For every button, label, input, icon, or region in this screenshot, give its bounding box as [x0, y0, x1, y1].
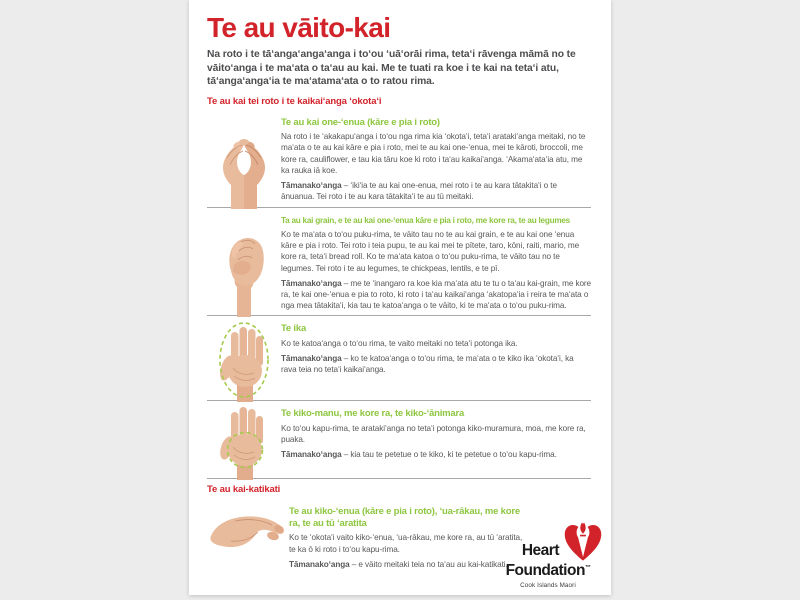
section-body: Ko to‘ou kapu-rima, te arataki‘anga no teta‘i potonga kiko-muramura, moa, me kore ra, puaka. [281, 423, 586, 445]
tip-text: – me te ‘inangaro ra koe kia ma‘ata atu te tu o ta‘au kai-grain, me kore ra, te kai one-‘enua e pia to roto, ki roto i ta‘au kaikai‘anga ‘akatopa‘ia i reira te ma‘ata o nga mea tātakita‘i, kia tau te katoa‘anga o te vāito, ki te ma‘ata o to‘ou puku-rima. [281, 278, 591, 311]
section-tip [281, 449, 591, 460]
hand-illustration-2 [207, 211, 281, 316]
section-tip [281, 353, 591, 375]
section-body: Ko te katoa‘anga o to‘ou rima, te vaito meitaki no teta‘i potonga ika. [281, 338, 518, 348]
tip-label: Tāmanako‘anga [281, 278, 342, 288]
section-root-vegetables [207, 110, 591, 207]
logo-row [492, 521, 604, 562]
group-heading-single-meal: Te au kai tei roto i te kaikai‘anga ‘okota‘i [207, 95, 382, 107]
tip-text: – kia tau te petetue o te kiko, ki te petetue o to‘ou kapu-rima. [343, 450, 557, 460]
section-body: Na roto i te ‘akakapu‘anga i to‘ou nga rima kia ‘okota‘i, teta‘i arataki‘anga meitaki, no te ma‘ata o te au kai kāre e pia i roto, mei te au kai one-‘enua, mei te kāroti, broccoli, me kore ra, cauliflower, e tau kia tāru koe ki roto i ta‘au kaikai‘anga. ‘Akama‘ata‘ia atu, me ka rauka iā koe. [281, 132, 586, 175]
cupped-hands-icon [214, 127, 274, 209]
heart-icon [562, 521, 604, 562]
fist-icon [219, 227, 269, 317]
section-tip [281, 278, 591, 312]
group-heading-snacks: Te au kai-katikati [207, 484, 281, 496]
section-heading: Te kiko-manu, me kore ra, te kiko-‘ānimara [281, 408, 465, 420]
open-hand-circle-icon [215, 404, 273, 480]
trademark-symbol: ™ [584, 564, 591, 571]
intro-text: Na roto i te tā‘anga‘anga‘anga i to‘ou ‘uā‘orāi rima, teta‘i rāvenga māmā no te vāito‘anga i te ma‘ata o ta‘au au kai. Me te tuati ra koe i te kai na teta‘i atu, tā‘anga‘anga‘ia te ma‘atama‘ata o to ratou rima. [207, 49, 576, 88]
section-heading: Ta au kai grain, e te au kai one-‘enua kāre e pia i roto, me kore ra, te au legumes [281, 215, 570, 225]
tip-label: Tāmanako‘anga [281, 450, 342, 460]
heart-foundation-logo [492, 521, 604, 589]
section-heading: Te au kiko-‘enua (kāre e pia i roto), ‘ua-rākau, me kore ra, te au tū ‘aratita [289, 506, 520, 529]
tip-text: – ko te katoa‘anga o to‘ou rima, te ma‘ata o te kiko ika ‘okota‘i, ka rava teia no teta‘i kaikai‘anga. [281, 354, 574, 375]
cupped-hand-side-icon [207, 510, 289, 556]
section-grains-legumes [207, 208, 591, 316]
logo-subtitle: Cook Islands Maori [520, 582, 576, 589]
section-meat [207, 401, 591, 478]
tip-text: – e vāito meitaki teia no ta‘au au kai-katikati. [351, 559, 508, 569]
hand-illustration-4 [207, 404, 281, 478]
hand-illustration-5 [207, 502, 289, 595]
tip-label: Tāmanako‘anga [289, 559, 350, 569]
hand-illustration-1 [207, 113, 281, 207]
logo-text-foundation: Foundation [505, 562, 585, 579]
page-title: Te au vāito-kai [207, 12, 391, 43]
section-body: Ko te ‘okota‘i vaito kiko-‘enua, ‘ua-rākau, me kore ra, au tū ‘aratita, te ka ō ki roto i to‘ou kapu-rima. [289, 533, 523, 554]
tip-label: Tāmanako‘anga [281, 181, 342, 191]
section-fish [207, 316, 591, 400]
section-heading: Te ika [281, 323, 307, 335]
logo-text-foundation-line [506, 561, 591, 578]
section-body: Ko te ma‘ata o to‘ou puku-rima, te vāito tau no te au kai grain, e te au kai one ‘enua kāre e pia i roto. Tei roto i teia pupu, te au kai mei te pītete, taro, kōni, raiti, mario, me kore ra, teta‘i bread roll. Ko te ma‘ata katoa o to‘ou puku-rima, te vāito tau no te legumes. Tei roto i te au legumes, te chickpeas, lentils, e te pī. [281, 230, 580, 273]
document-page [189, 0, 611, 595]
tip-label: Tāmanako‘anga [281, 354, 342, 364]
section-tip [281, 180, 591, 202]
open-hand-ellipse-icon [215, 320, 273, 402]
hand-illustration-3 [207, 319, 281, 400]
tip-text: – ‘iki‘ia te au kai one-enua, mei roto i te au kara tātakita‘i o te ānuanua. Tei roto i te au kara tātakita‘i te au tū meitaki. [281, 181, 557, 202]
section-heading: Te au kai one-‘enua (kāre e pia i roto) [281, 116, 440, 128]
logo-text-heart: Heart [521, 541, 559, 559]
